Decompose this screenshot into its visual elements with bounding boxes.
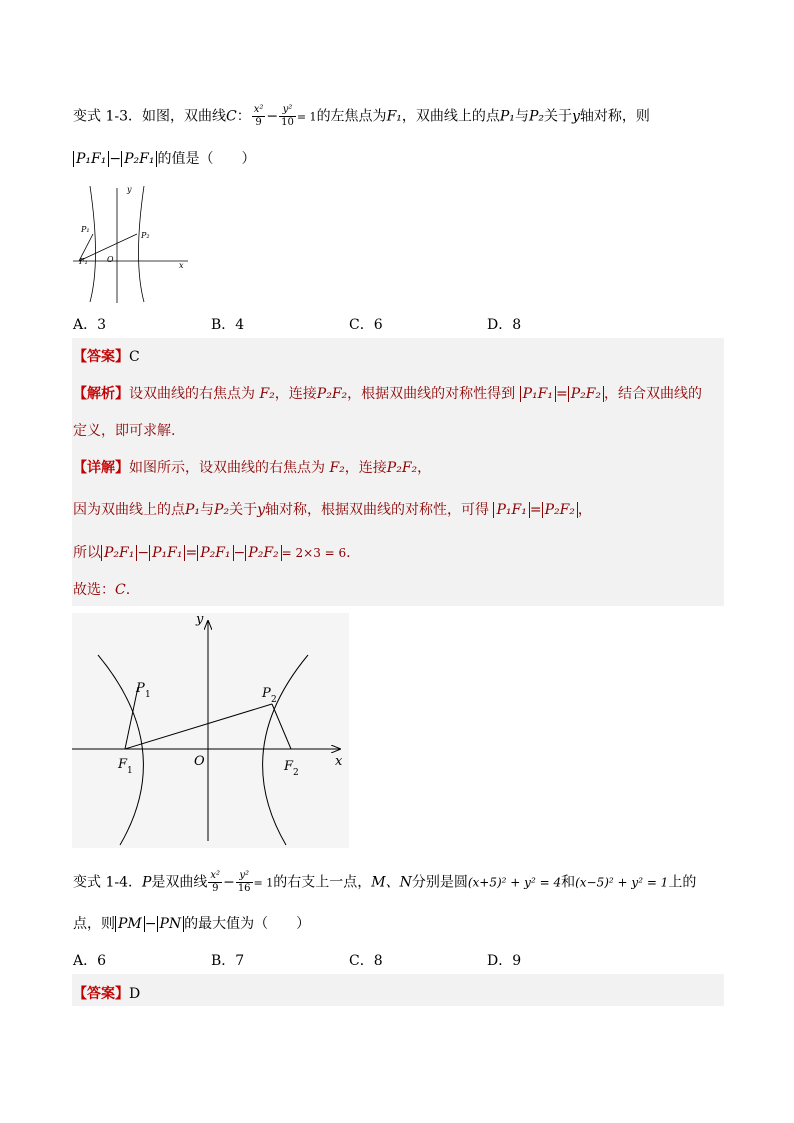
q1-frac-y: $\frac{\text{y²}}{10}$ <box>281 104 294 128</box>
q1-detail-line2: 因为双曲线上的点P₁与P₂关于y轴对称，根据双曲线的对称性，可得 P₁F₁ = P₂F₂ ， <box>73 502 592 518</box>
svg-text:P: P <box>262 686 271 701</box>
q2-answer: 【答案】D <box>73 986 141 1002</box>
svg-text:2: 2 <box>271 695 277 705</box>
q1-big-figure <box>72 613 349 848</box>
q1-frac-x: $\frac{\text{x²}}{9}$ <box>253 104 264 128</box>
q1-option-a[interactable]: A．3 <box>73 317 107 333</box>
small-label-o: O <box>107 255 114 264</box>
q2-label: 变式 1-4． <box>73 874 142 891</box>
small-label-x: x <box>179 261 184 270</box>
q1-analysis-line1: 【解析】设双曲线的右焦点为 F₂，连接P₂F₂，根据双曲线的对称性得到 P₁F₁ = P₂F₂ ，结合双曲线的 <box>73 386 703 402</box>
q1-answer: 【答案】C <box>73 349 140 365</box>
q2-stem-line2: 点，则 PM − PN 的最大值为（ ） <box>73 916 311 932</box>
q2-option-b[interactable]: B．7 <box>211 953 245 969</box>
svg-text:2: 2 <box>293 768 299 778</box>
svg-text:P: P <box>136 681 145 696</box>
svg-text:1: 1 <box>145 690 151 700</box>
q1-stem-line1: 变式 1-3．如图，双曲线C： $\frac{\text{x²}}{9}$ − $\frac{\text{y²}}{10}$ = 1的左焦点为F₁，双曲线上的点P₁与P₂关于y轴对称，则 <box>73 104 650 128</box>
q1-detail-line3: 所以 P₂F₁ − P₁F₁ = P₂F₁ − P₂F₂ = 2×3 = 6. <box>73 545 351 561</box>
q1-detail-line1: 【详解】如图所示，设双曲线的右焦点为 F₂，连接P₂F₂， <box>73 460 432 476</box>
q1-label: 变式 1-3． <box>73 108 142 125</box>
q2-solution-bg <box>72 974 724 1006</box>
small-label-y: y <box>127 185 132 194</box>
q2-stem-line1: 变式 1-4．P是双曲线 $\frac{\text{x²}}{9}$ − $\frac{\text{y²}}{16}$ = 1的右支上一点，M、N分别是圆(x+5)² + y² = 4和(x−5)² + y² = 1上的 <box>73 870 697 894</box>
q2-option-c[interactable]: C．8 <box>349 953 383 969</box>
small-label-p1: P₁ <box>81 225 90 234</box>
q1-option-c[interactable]: C．6 <box>349 317 383 333</box>
big-label-x: x <box>335 754 343 769</box>
q1-choose-line: 故选：C. <box>73 582 131 598</box>
q1-analysis-line2: 定义，即可求解. <box>73 423 176 439</box>
svg-text:F: F <box>118 757 128 772</box>
small-label-f1: F₁ <box>79 257 88 266</box>
big-label-y: y <box>196 613 204 627</box>
small-left-branch <box>90 186 96 302</box>
q1-small-figure <box>73 180 193 305</box>
q1-stem-line2: P₁F₁ − P₂F₁ 的值是（ ） <box>73 148 255 168</box>
svg-text:F: F <box>284 759 294 774</box>
big-label-o: O <box>194 754 205 769</box>
q1-option-b[interactable]: B．4 <box>211 317 245 333</box>
q1-option-d[interactable]: D．8 <box>487 317 522 333</box>
big-figure-bg <box>72 613 349 848</box>
q2-option-d[interactable]: D．9 <box>487 953 522 969</box>
small-right-branch <box>139 186 145 302</box>
svg-text:1: 1 <box>127 766 133 776</box>
q2-option-a[interactable]: A．6 <box>73 953 107 969</box>
small-label-p2: P₂ <box>141 231 150 240</box>
